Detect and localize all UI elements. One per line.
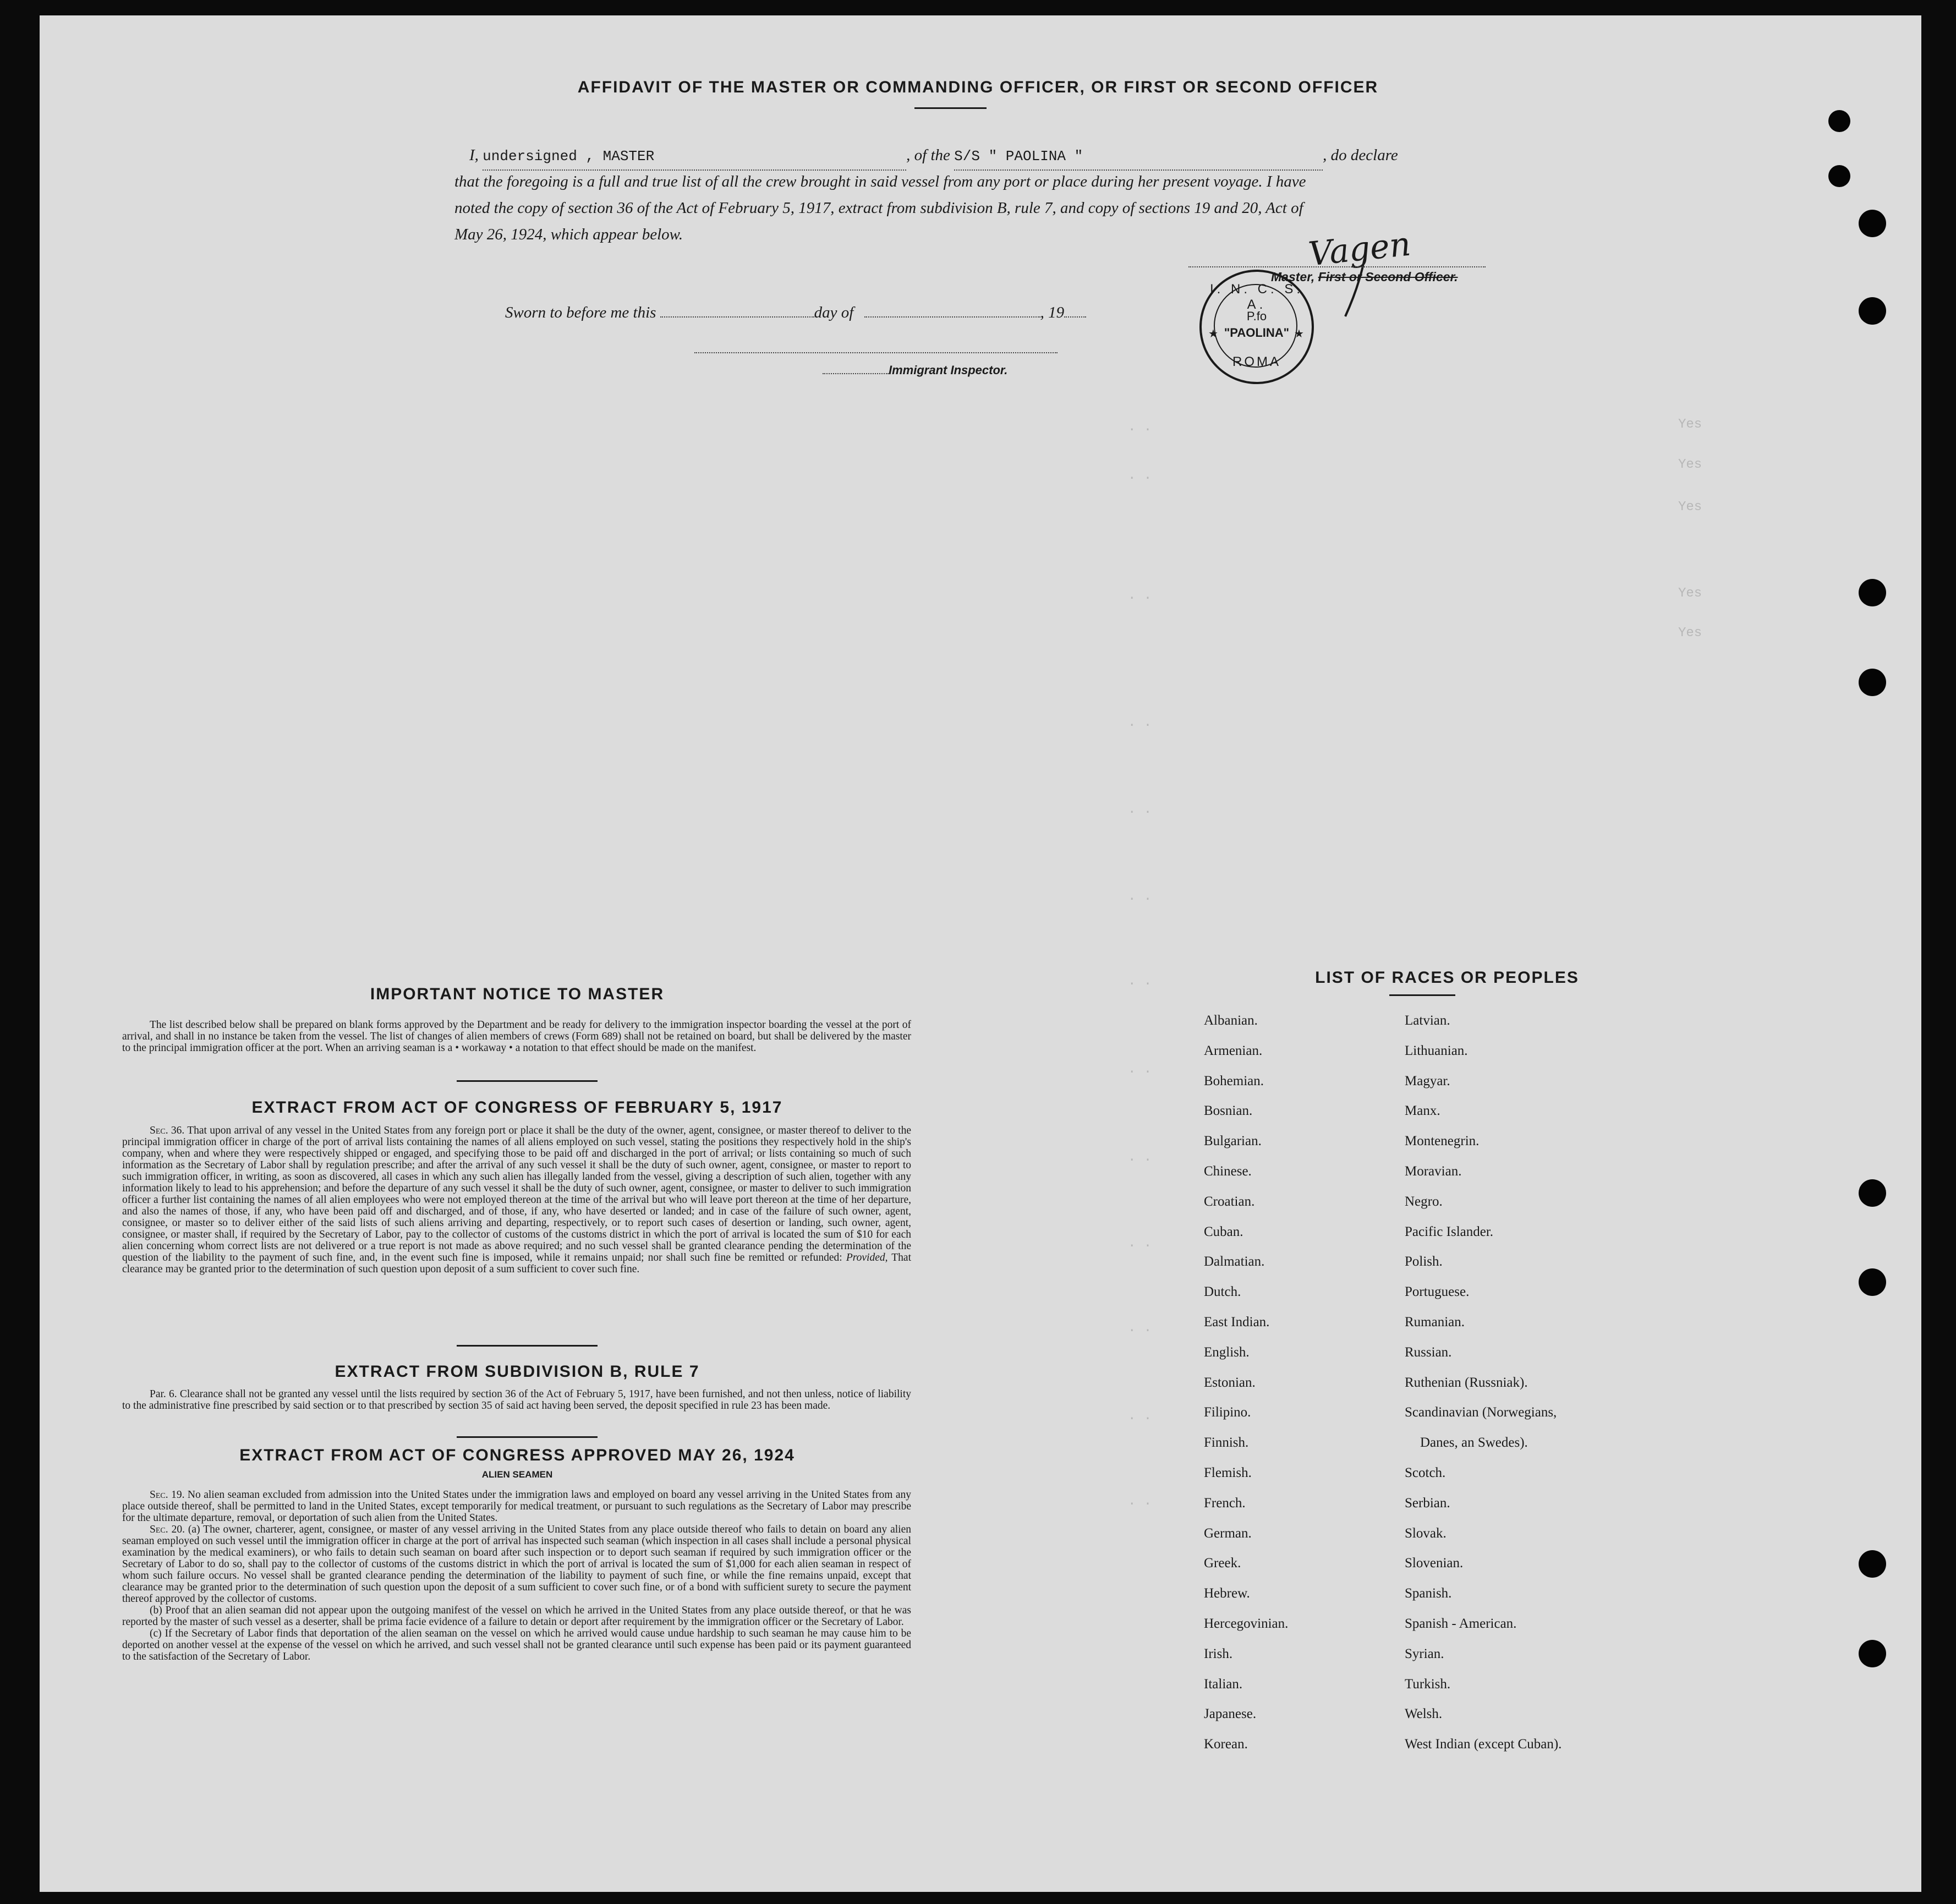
company-stamp	[1199, 270, 1314, 384]
inspector-caption	[823, 363, 1007, 377]
race-item: Flemish.	[1204, 1465, 1252, 1480]
year-label: , 19	[1040, 304, 1065, 321]
race-item: Lithuanian.	[1405, 1043, 1468, 1058]
binder-hole	[1828, 165, 1850, 187]
race-item: Portuguese.	[1405, 1284, 1470, 1299]
extract-1924-title: EXTRACT FROM ACT OF CONGRESS APPROVED MAY 26, 1924	[239, 1446, 795, 1464]
binder-hole	[1859, 579, 1886, 606]
race-item: Hebrew.	[1204, 1586, 1250, 1601]
sec20b-text: (b) Proof that an alien seaman did not appear upon the outgoing manifest of the vessel on which he arrived in the United States from any place outside thereof, or that he was reported by the master of such vessel as a deserter, shall be prima facie evidence of a failure to detain or deport after requirement by the immigration officer or the Secretary of Labor.	[122, 1605, 911, 1628]
race-item: West Indian (except Cuban).	[1405, 1737, 1562, 1752]
proviso-label: Provided,	[846, 1252, 888, 1263]
race-item: German.	[1204, 1526, 1252, 1541]
binder-hole	[1859, 669, 1886, 696]
race-item: Irish.	[1204, 1646, 1233, 1661]
race-item: Negro.	[1405, 1194, 1443, 1209]
race-item: Scandinavian (Norwegians,	[1405, 1405, 1557, 1420]
race-item: Filipino.	[1204, 1405, 1251, 1420]
affidavit-line1	[469, 142, 1398, 171]
sec36-label: Sec. 36.	[150, 1125, 185, 1136]
race-item: Welsh.	[1405, 1706, 1443, 1721]
sec19-label: Sec. 19.	[150, 1489, 185, 1501]
extract-1924-subtitle: ALIEN SEAMEN	[481, 1469, 553, 1480]
day-of-label: day of	[814, 304, 854, 321]
sworn-line	[505, 299, 1086, 326]
signature-stroke	[1343, 259, 1381, 319]
race-item: English.	[1204, 1345, 1250, 1360]
race-item: Hercegovinian.	[1204, 1616, 1289, 1631]
stamp-pfo: P.fo	[1246, 309, 1267, 323]
name-field: undersigned , MASTER	[483, 143, 906, 171]
divider	[457, 1345, 598, 1347]
race-item: French.	[1204, 1496, 1246, 1511]
affidavit-line2: that the foregoing is a full and true list of all the crew brought in said vessel from any port or place during her present voyage. I have	[454, 173, 1306, 190]
race-item: Korean.	[1204, 1737, 1248, 1752]
extract-rule7-title: EXTRACT FROM SUBDIVISION B, RULE 7	[335, 1363, 700, 1381]
master-signature: Vagen	[1306, 225, 1413, 274]
race-item: Latvian.	[1405, 1013, 1450, 1028]
extract-1924-text	[122, 1489, 911, 1662]
race-item: Magyar.	[1405, 1074, 1450, 1088]
stamp-ring-text: I. N. C. S. A.	[1209, 282, 1303, 312]
race-item: Manx.	[1405, 1103, 1440, 1118]
race-item: Spanish - American.	[1405, 1616, 1517, 1631]
extract-1917-text	[122, 1125, 911, 1275]
signature-line	[1188, 266, 1486, 267]
binder-hole	[1859, 1268, 1886, 1296]
master-label: Master,	[1271, 270, 1315, 284]
sec19-text: No alien seaman excluded from admission into the United States under the immigration laws and employed on board any vessel arriving in the United States from any place outside thereof, shall be permitted to land in the United States, except temporarily for medical treatment, or pursuant to such regulations as the Secretary of Labor may prescribe for the ultimate departure, removal, or deportation of such alien from the United States.	[122, 1489, 911, 1524]
race-item: Serbian.	[1405, 1496, 1450, 1511]
race-item: Spanish.	[1405, 1586, 1452, 1601]
binder-hole	[1859, 210, 1886, 237]
sec20a-text: (a) The owner, charterer, agent, consignee, or master of any vessel arriving in the United States from any place outside thereof who fails to detain on board any alien seaman employed on such vessel until the immigration officer in charge at the port of arrival has inspected such seaman (which inspection in all cases shall include a personal physical examination by the medical examiners), or who fails to detain such seaman on board after such inspection or to deport such seaman if required by such immigration officer or the Secretary of Labor to do so, shall pay to the collector of customs of the customs district in which the port of arrival is located the sum of $1,000 for each alien seaman in respect of whom such failure occurs. No vessel shall be granted clearance pending the determination of the liability to payment of such fine, or while the fine remains unpaid, except that clearance may be granted prior to the determination of such question upon the deposit of a sum sufficient to cover such fine, or of a bond with sufficient surety to secure the payment thereof approved by the collector of customs.	[122, 1524, 911, 1605]
divider	[914, 107, 987, 109]
race-item: Albanian.	[1204, 1013, 1258, 1028]
race-item: Cuban.	[1204, 1224, 1243, 1239]
notice-paragraph: The list described below shall be prepared on blank forms approved by the Department and be ready for delivery to the immigration inspector boarding the vessel at the port of arrival, and shall in no instance be taken from the vessel. The list of changes of alien members of crews (Form 689) shall not be retained on board, but shall be delivered by the master to the principal immigration officer at the port. When an arriving seaman is a • workaway • a notation to that effect should be made on the manifest.	[122, 1019, 911, 1054]
race-item: Moravian.	[1405, 1164, 1462, 1179]
race-item: Finnish.	[1204, 1435, 1249, 1450]
sec36-text: That upon arrival of any vessel in the United States from any foreign port or place it shall be the duty of the owner, agent, consignee, or master thereof to deliver to the principal immigration officer in charge of the port of arrival lists containing the names of all aliens employed on such vessel, stating the positions they respectively hold in the ship's company, when and where they were respectively shipped or engaged, and specifying those to be paid off and discharged in the port of arrival; or lists containing so much of such information as the Secretary of Labor shall by regulation prescribe; and after the arrival of any such vessel it shall be the duty of such owner, agent, consignee, or master to report to such immigration officer, in writing, as soon as discovered, all cases in which any such alien has illegally landed from the vessel, giving a description of such alien, together with any information likely to lead to his apprehension; and before the departure of any such vessel it shall be the duty of such owner, agent, consignee, or master to deliver to such immigration officer a further list containing the names of all alien employees who were not employed thereon at the time of the arrival but who will leave port thereon at the time of her departure, and also the names of those, if any, who have been paid off and discharged, and of those, if any, who have deserted or landed; and in case of the failure of such owner, agent, consignee, or master so to deliver either of the said lists of such aliens arriving and departing, respectively, or to report such cases of desertion or landing, such owner, agent, consignee, or master shall, if required by the Secretary of Labor, pay to the collector of customs of the customs district in which the port of arrival is located the sum of $10 for each alien concerning whom correct lists are not delivered or a true report is not made as above required; and no such vessel shall be granted clearance pending the determination of the question of the liability to the payment of such fine, and, in the event such fine is imposed, while it remains unpaid; nor shall such fine be remitted or refunded:	[122, 1125, 911, 1263]
inspector-dots	[823, 373, 889, 374]
stamp-star: ★	[1208, 328, 1218, 340]
race-item: East Indian.	[1204, 1315, 1270, 1329]
vessel-field: S/S " PAOLINA "	[954, 143, 1323, 171]
race-item: Dutch.	[1204, 1284, 1241, 1299]
extract-rule7-text	[122, 1388, 911, 1411]
extract-1917-title: EXTRACT FROM ACT OF CONGRESS OF FEBRUARY 5, 1917	[251, 1098, 783, 1117]
race-item: Polish.	[1405, 1254, 1443, 1269]
binder-hole	[1859, 1179, 1886, 1207]
race-item: Turkish.	[1405, 1677, 1451, 1692]
notice-text	[122, 1019, 911, 1054]
inspector-label: Immigrant Inspector.	[889, 363, 1008, 377]
day-field	[660, 316, 814, 318]
race-item: Armenian.	[1204, 1043, 1263, 1058]
divider	[457, 1436, 598, 1438]
race-item: Bohemian.	[1204, 1074, 1264, 1088]
declare-label: , do declare	[1323, 146, 1398, 164]
race-item: Greek.	[1204, 1556, 1241, 1571]
stamp-star: ★	[1294, 328, 1304, 340]
race-item: Croatian.	[1204, 1194, 1255, 1209]
binder-hole	[1859, 1640, 1886, 1667]
race-item: Dalmatian.	[1204, 1254, 1265, 1269]
race-item: Bulgarian.	[1204, 1134, 1262, 1148]
stamp-vessel: "PAOLINA"	[1224, 326, 1290, 340]
sworn-label: Sworn to before me this	[505, 304, 656, 321]
rule7-paragraph: Par. 6. Clearance shall not be granted any vessel until the lists required by section 36 of the Act of February 5, 1917, have been furnished, and not then unless, notice of liability to the administrative fine prescribed by said section or to that prescribed by section 35 of said act having been served, the deposit specified in rule 23 has been made.	[122, 1388, 911, 1411]
race-item: Japanese.	[1204, 1706, 1257, 1721]
notice-title: IMPORTANT NOTICE TO MASTER	[370, 985, 665, 1003]
inspector-signature-line	[694, 352, 1058, 353]
race-item: Slovak.	[1405, 1526, 1447, 1541]
binder-hole	[1859, 297, 1886, 325]
affidavit-title: AFFIDAVIT OF THE MASTER OR COMMANDING OFFICER, OR FIRST OR SECOND OFFICER	[577, 78, 1379, 96]
affidavit-line4: May 26, 1924, which appear below.	[454, 226, 683, 243]
race-item: Scotch.	[1405, 1465, 1446, 1480]
race-item: Italian.	[1204, 1677, 1243, 1692]
sec20-label: Sec. 20.	[150, 1524, 185, 1535]
races-title: LIST OF RACES OR PEOPLES	[1315, 969, 1579, 987]
i-label: I,	[469, 146, 479, 164]
race-item: Ruthenian (Russniak).	[1405, 1375, 1528, 1390]
race-item: Rumanian.	[1405, 1315, 1465, 1329]
stamp-city: ROMA	[1232, 354, 1281, 369]
month-field	[864, 316, 1040, 318]
race-item: Syrian.	[1405, 1646, 1444, 1661]
race-item: Estonian.	[1204, 1375, 1256, 1390]
race-item: Bosnian.	[1204, 1103, 1253, 1118]
race-item: Montenegrin.	[1405, 1134, 1480, 1148]
race-item: Slovenian.	[1405, 1556, 1464, 1571]
binder-hole	[1828, 110, 1850, 132]
struck-officer-label: First or Second Officer.	[1318, 270, 1458, 284]
race-item: Russian.	[1405, 1345, 1452, 1360]
proviso-text: That clearance may be granted prior to the determination of such question upon deposit of a sum sufficient to cover such fine.	[122, 1252, 911, 1275]
binder-hole	[1859, 1550, 1886, 1578]
affidavit-line3: noted the copy of section 36 of the Act of February 5, 1917, extract from subdivision B, rule 7, and copy of sections 19 and 20, Act of	[454, 199, 1303, 217]
of-the-label: , of the	[906, 146, 950, 164]
race-item: Pacific Islander.	[1405, 1224, 1494, 1239]
race-item: Chinese.	[1204, 1164, 1252, 1179]
sec20c-text: (c) If the Secretary of Labor finds that deportation of the alien seaman on the vessel on which he arrived would cause undue hardship to such seaman he may cause him to be deported on another vessel at the expense of the vessel on which he arrived, and such vessel shall not be granted clearance until such expense has been paid or its payment guaranteed to the satisfaction of the Secretary of Labor.	[122, 1628, 911, 1662]
year-field	[1064, 316, 1086, 318]
race-item: Danes, an Swedes).	[1420, 1435, 1528, 1450]
divider	[457, 1080, 598, 1082]
divider	[1389, 994, 1455, 996]
